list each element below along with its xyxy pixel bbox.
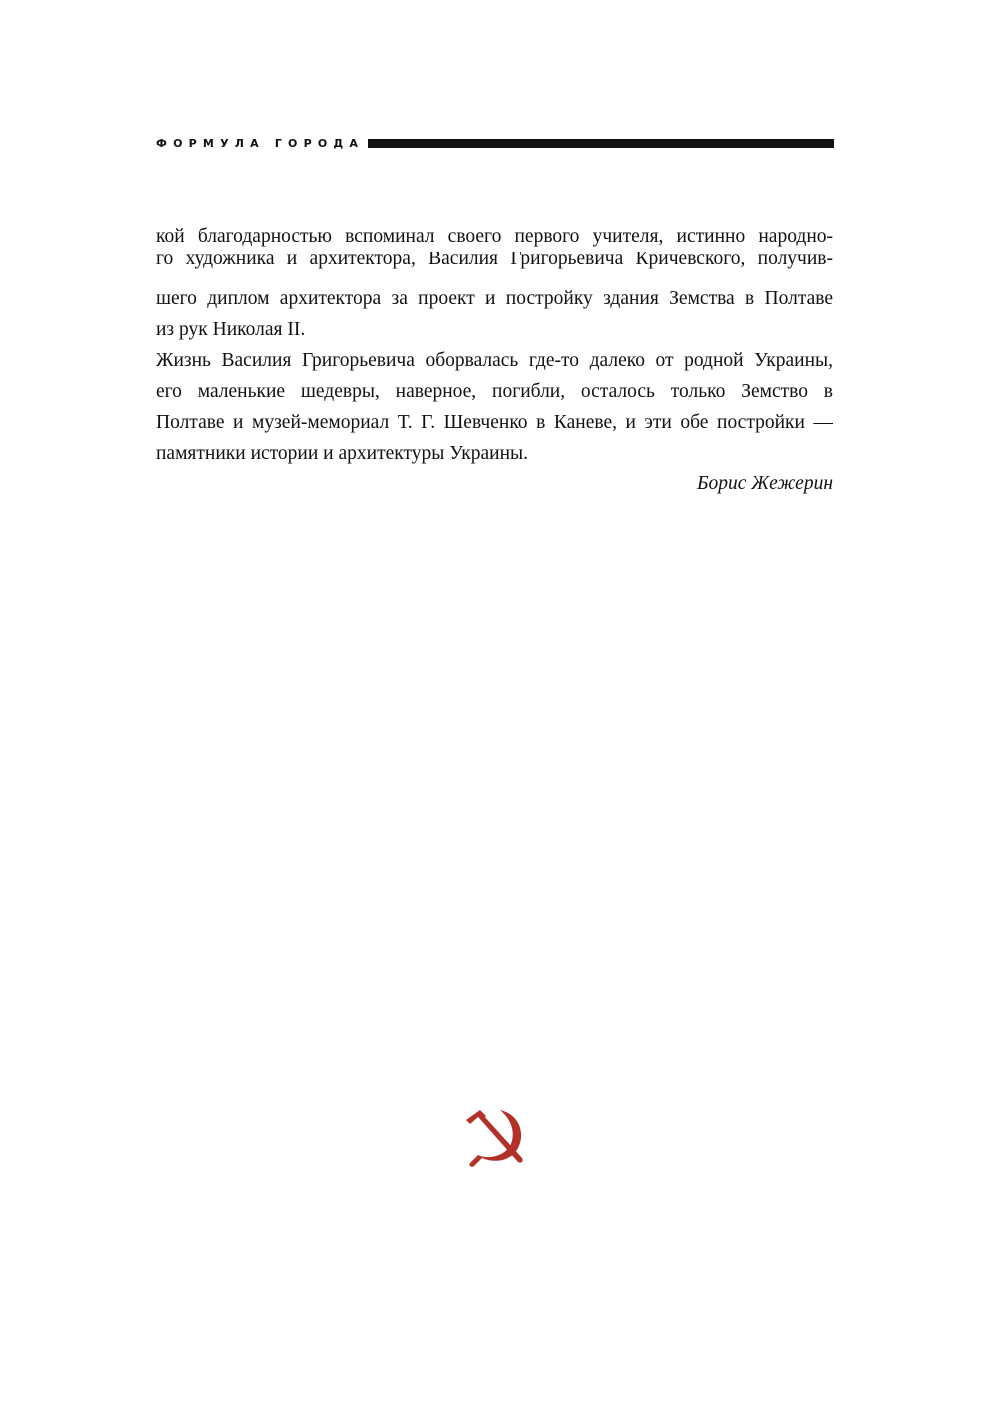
text-line: его маленькие шедевры, наверное, погибли, осталось только Земство в	[156, 381, 833, 402]
author-signature: Борис Жежерин	[696, 473, 833, 494]
body-text	[156, 221, 833, 469]
text-line: шего диплом архитектора за проект и постройку здания Земства в Полтаве	[156, 288, 833, 309]
paragraph-2	[156, 345, 833, 469]
running-title: ФОРМУЛА ГОРОДА	[156, 136, 365, 150]
running-header	[156, 133, 834, 153]
hammer-and-sickle-icon	[460, 1106, 532, 1170]
text-line: Полтаве и музей-мемориал Т. Г. Шевченко в Каневе, и эти обе постройки —	[156, 412, 833, 433]
header-rule	[368, 139, 834, 148]
paragraph-1	[156, 221, 833, 345]
text-line-clipped	[156, 252, 833, 276]
text-line: кой благодарностью вспоминал своего первого учителя, истинно народно-	[156, 226, 833, 247]
text-line: из рук Николая II.	[156, 319, 306, 340]
text-line: памятники истории и архитектуры Украины.	[156, 443, 529, 464]
text-line: Жизнь Василия Григорьевича оборвалась где-то далеко от родной Украины,	[156, 350, 833, 371]
text-line: го художника и архитектора, Василия Григорьевича Кричевского, получив-	[156, 252, 833, 269]
